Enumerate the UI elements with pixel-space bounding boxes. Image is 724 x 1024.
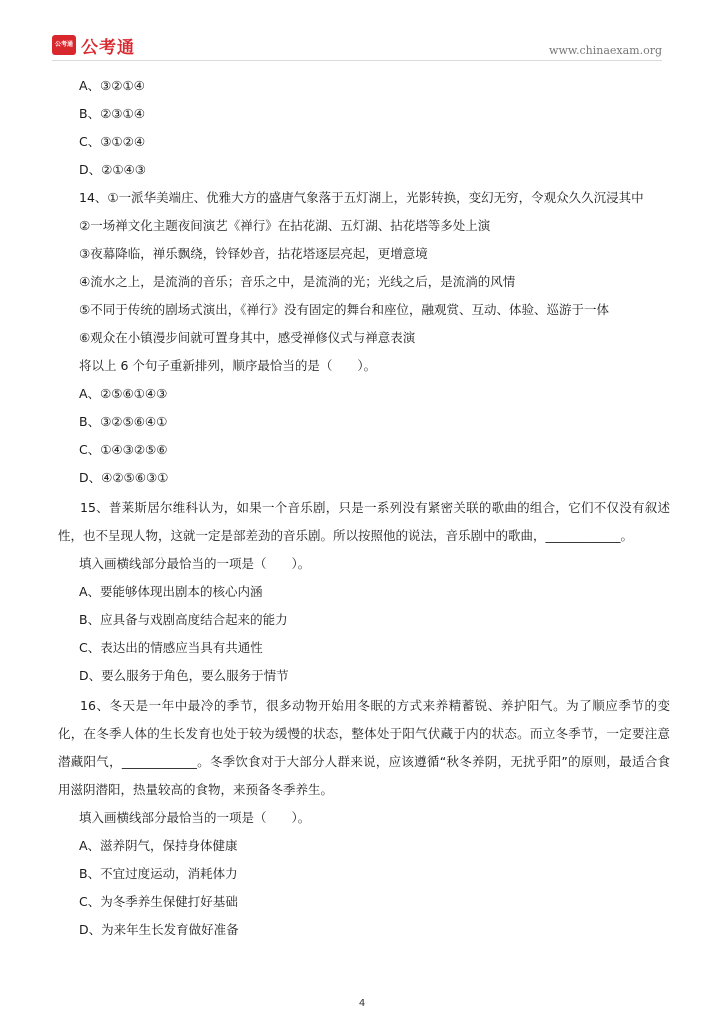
q16-prompt: 填入画横线部分最恰当的一项是（ ）。 — [79, 810, 311, 825]
q13-option-b: B、②③①④ — [79, 106, 145, 121]
q16-stem: 16、冬天是一年中最冷的季节，很多动物开始用冬眠的方式来养精蓄锐、养护阳气。为了顺应季节的变化，在冬季人体的生长发育也处于较为缓慢的状态，整体处于阳气伏藏于内的状态。而立冬季节，一定要注意潜藏阳气，____________。冬季饮食对于大部分人群来说，应该遵循“秋冬养阴，无扰乎阳”的原则，最适合食用滋阴潜阳，热量较高的食物，来预备冬季养生。 — [58, 698, 670, 797]
q14-option-c: C、①④③②⑤⑥ — [79, 442, 168, 457]
q14-sentence-2: ②一场禅文化主题夜间演艺《禅行》在拈花湖、五灯湖、拈花塔等多处上演 — [79, 218, 491, 233]
q15-option-a: A、要能够体现出剧本的核心内涵 — [79, 584, 263, 599]
q13-option-d: D、②①④③ — [79, 162, 146, 177]
q14-sentence-5: ⑤不同于传统的剧场式演出，《禅行》没有固定的舞台和座位，融观赏、互动、体验、巡游于一体 — [79, 302, 609, 317]
q16-option-a: A、滋养阴气，保持身体健康 — [79, 838, 238, 853]
q13-option-a: A、③②①④ — [79, 78, 145, 93]
site-url[interactable]: www.chinaexam.org — [549, 44, 662, 57]
brand-logo[interactable] — [52, 34, 135, 56]
q14-prompt: 将以上 6 个句子重新排列，顺序最恰当的是（ ）。 — [79, 358, 377, 373]
q14-stem: 14、①一派华美端庄、优雅大方的盛唐气象落于五灯湖上，光影转换，变幻无穷，令观众久久沉浸其中 — [79, 190, 644, 205]
q14-sentence-3: ③夜幕降临，禅乐飘绕，铃铎妙音，拈花塔逐层亮起，更增意境 — [79, 246, 428, 261]
logo-text: 公考通 — [81, 37, 135, 58]
header-divider — [52, 60, 662, 61]
q15-option-c: C、表达出的情感应当具有共通性 — [79, 640, 263, 655]
q14-option-a: A、②⑤⑥①④③ — [79, 386, 168, 401]
q15-stem: 15、普莱斯居尔维科认为，如果一个音乐剧，只是一系列没有紧密关联的歌曲的组合，它们不仅没有叙述性，也不呈现人物，这就一定是部差劲的音乐剧。所以按照他的说法，音乐剧中的歌曲，____________。 — [58, 500, 670, 543]
q15-prompt: 填入画横线部分最恰当的一项是（ ）。 — [79, 556, 311, 571]
q15-option-d: D、要么服务于角色，要么服务于情节 — [79, 668, 289, 683]
page-number: 4 — [358, 998, 366, 1009]
q15-option-b: B、应具备与戏剧高度结合起来的能力 — [79, 612, 288, 627]
logo-badge-icon: 公考通 — [52, 35, 76, 55]
q16-option-b: B、不宜过度运动，消耗体力 — [79, 866, 238, 881]
document-body — [58, 72, 670, 944]
q14-option-b: B、③②⑤⑥④① — [79, 414, 168, 429]
q14-sentence-4: ④流水之上，是流淌的音乐；音乐之中，是流淌的光；光线之后，是流淌的风情 — [79, 274, 516, 289]
page-header — [52, 34, 662, 62]
q14-sentence-6: ⑥观众在小镇漫步间就可置身其中，感受禅修仪式与禅意表演 — [79, 330, 416, 345]
q16-option-c: C、为冬季养生保健打好基础 — [79, 894, 238, 909]
q13-option-c: C、③①②④ — [79, 134, 146, 149]
q16-option-d: D、为来年生长发育做好准备 — [79, 922, 239, 937]
q14-option-d: D、④②⑤⑥③① — [79, 470, 169, 485]
